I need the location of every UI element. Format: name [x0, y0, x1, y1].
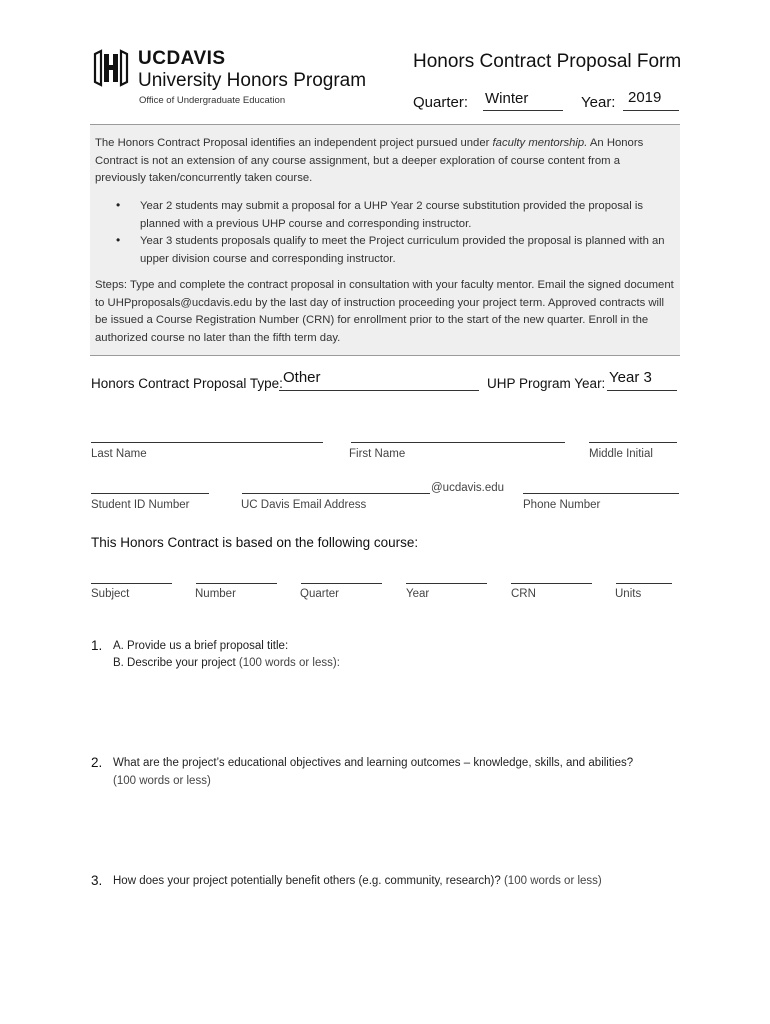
intro-steps: Steps: Type and complete the contract proposal in consultation with your faculty mentor. Email the signed document to UHPproposals@ucdavis.edu by the last day of instruction proceeding your project term. Approved contracts will be issued a Course Registration Number (CRN) for enrollment prior to the start of the new quarter. Enroll in the authorized course no later than the fifth term day. [95, 279, 674, 344]
logo-program-name: University Honors Program [138, 70, 367, 91]
intro-text-emphasis: faculty mentorship. [492, 137, 588, 149]
question-1b-note: (100 words or less): [235, 657, 340, 669]
course-quarter-label: Quarter [300, 588, 339, 600]
intro-text-a: The Honors Contract Proposal identifies an independent project pursued under [95, 137, 493, 149]
course-crn-label: CRN [511, 588, 536, 600]
logo-org-name: UCDAVIS [138, 48, 226, 69]
question-2: What are the project’s educational objectives and learning outcomes – knowledge, skills, and abilities? [113, 757, 634, 769]
course-units-label: Units [615, 588, 642, 600]
last-name-field[interactable] [91, 442, 323, 443]
program-year-line[interactable] [607, 390, 677, 391]
email-field[interactable] [242, 493, 430, 494]
program-year-value[interactable]: Year 3 [609, 369, 652, 386]
quarter-value[interactable]: Winter [485, 90, 529, 107]
question-1b [113, 657, 340, 669]
year-field-line[interactable] [623, 110, 679, 111]
student-id-field[interactable] [91, 493, 209, 494]
course-heading: This Honors Contract is based on the following course: [91, 535, 419, 550]
intro-bullet-2: Year 3 students proposals qualify to meet the Project curriculum provided the proposal is planned with an upper division course and corresponding instructor. [140, 235, 665, 265]
proposal-type-value[interactable]: Other [283, 369, 321, 386]
question-1-number: 1. [91, 638, 103, 653]
first-name-field[interactable] [351, 442, 565, 443]
intro-bullet-1: Year 2 students may submit a proposal for a UHP Year 2 course substitution provided the proposal is planned with a previous UHP course and corresponding instructor. [140, 200, 644, 230]
program-year-label: UHP Program Year: [487, 376, 606, 391]
course-year-field[interactable] [406, 583, 487, 584]
intro-box [90, 124, 680, 356]
question-2-note-wrap [113, 775, 211, 787]
form-title: Honors Contract Proposal Form [413, 51, 682, 72]
email-suffix: @ucdavis.edu [431, 482, 505, 494]
course-quarter-field[interactable] [301, 583, 382, 584]
course-crn-field[interactable] [511, 583, 592, 584]
question-3-note: (100 words or less) [500, 875, 602, 887]
course-year-label: Year [406, 588, 430, 600]
course-number-label: Number [195, 588, 236, 600]
quarter-label: Quarter: [413, 94, 469, 111]
intro-paragraph [95, 135, 673, 188]
question-2-number: 2. [91, 755, 103, 770]
bullet-icon: • [116, 198, 121, 212]
phone-field[interactable] [523, 493, 679, 494]
middle-initial-field[interactable] [589, 442, 677, 443]
first-name-label: First Name [349, 448, 406, 460]
email-label: UC Davis Email Address [241, 499, 367, 511]
middle-initial-label: Middle Initial [589, 448, 653, 460]
quarter-field-line[interactable] [483, 110, 563, 111]
uc-davis-logo-icon [93, 48, 129, 88]
question-1a: A. Provide us a brief proposal title: [113, 640, 289, 652]
question-1b-text: B. Describe your project [113, 657, 236, 669]
year-label: Year: [581, 94, 616, 111]
course-subject-label: Subject [91, 588, 130, 600]
last-name-label: Last Name [91, 448, 147, 460]
proposal-type-label: Honors Contract Proposal Type: [91, 376, 283, 391]
course-number-field[interactable] [196, 583, 277, 584]
student-id-label: Student ID Number [91, 499, 190, 511]
phone-label: Phone Number [523, 499, 601, 511]
intro-text-b: An Honors Contract is not an extension of any course assignment, but a deeper exploration of course content from a previously taken/concurrently taken course. [95, 137, 644, 185]
question-2-note: (100 words or less) [113, 775, 211, 787]
question-3-text: How does your project potentially benefit others (e.g. community, research)? [113, 875, 501, 887]
proposal-type-line[interactable] [279, 390, 479, 391]
question-3 [113, 875, 602, 887]
question-3-number: 3. [91, 873, 103, 888]
year-value[interactable]: 2019 [628, 89, 662, 106]
bullet-icon: • [116, 233, 121, 247]
course-subject-field[interactable] [91, 583, 172, 584]
course-units-field[interactable] [616, 583, 672, 584]
logo-office-name: Office of Undergraduate Education [139, 95, 286, 106]
